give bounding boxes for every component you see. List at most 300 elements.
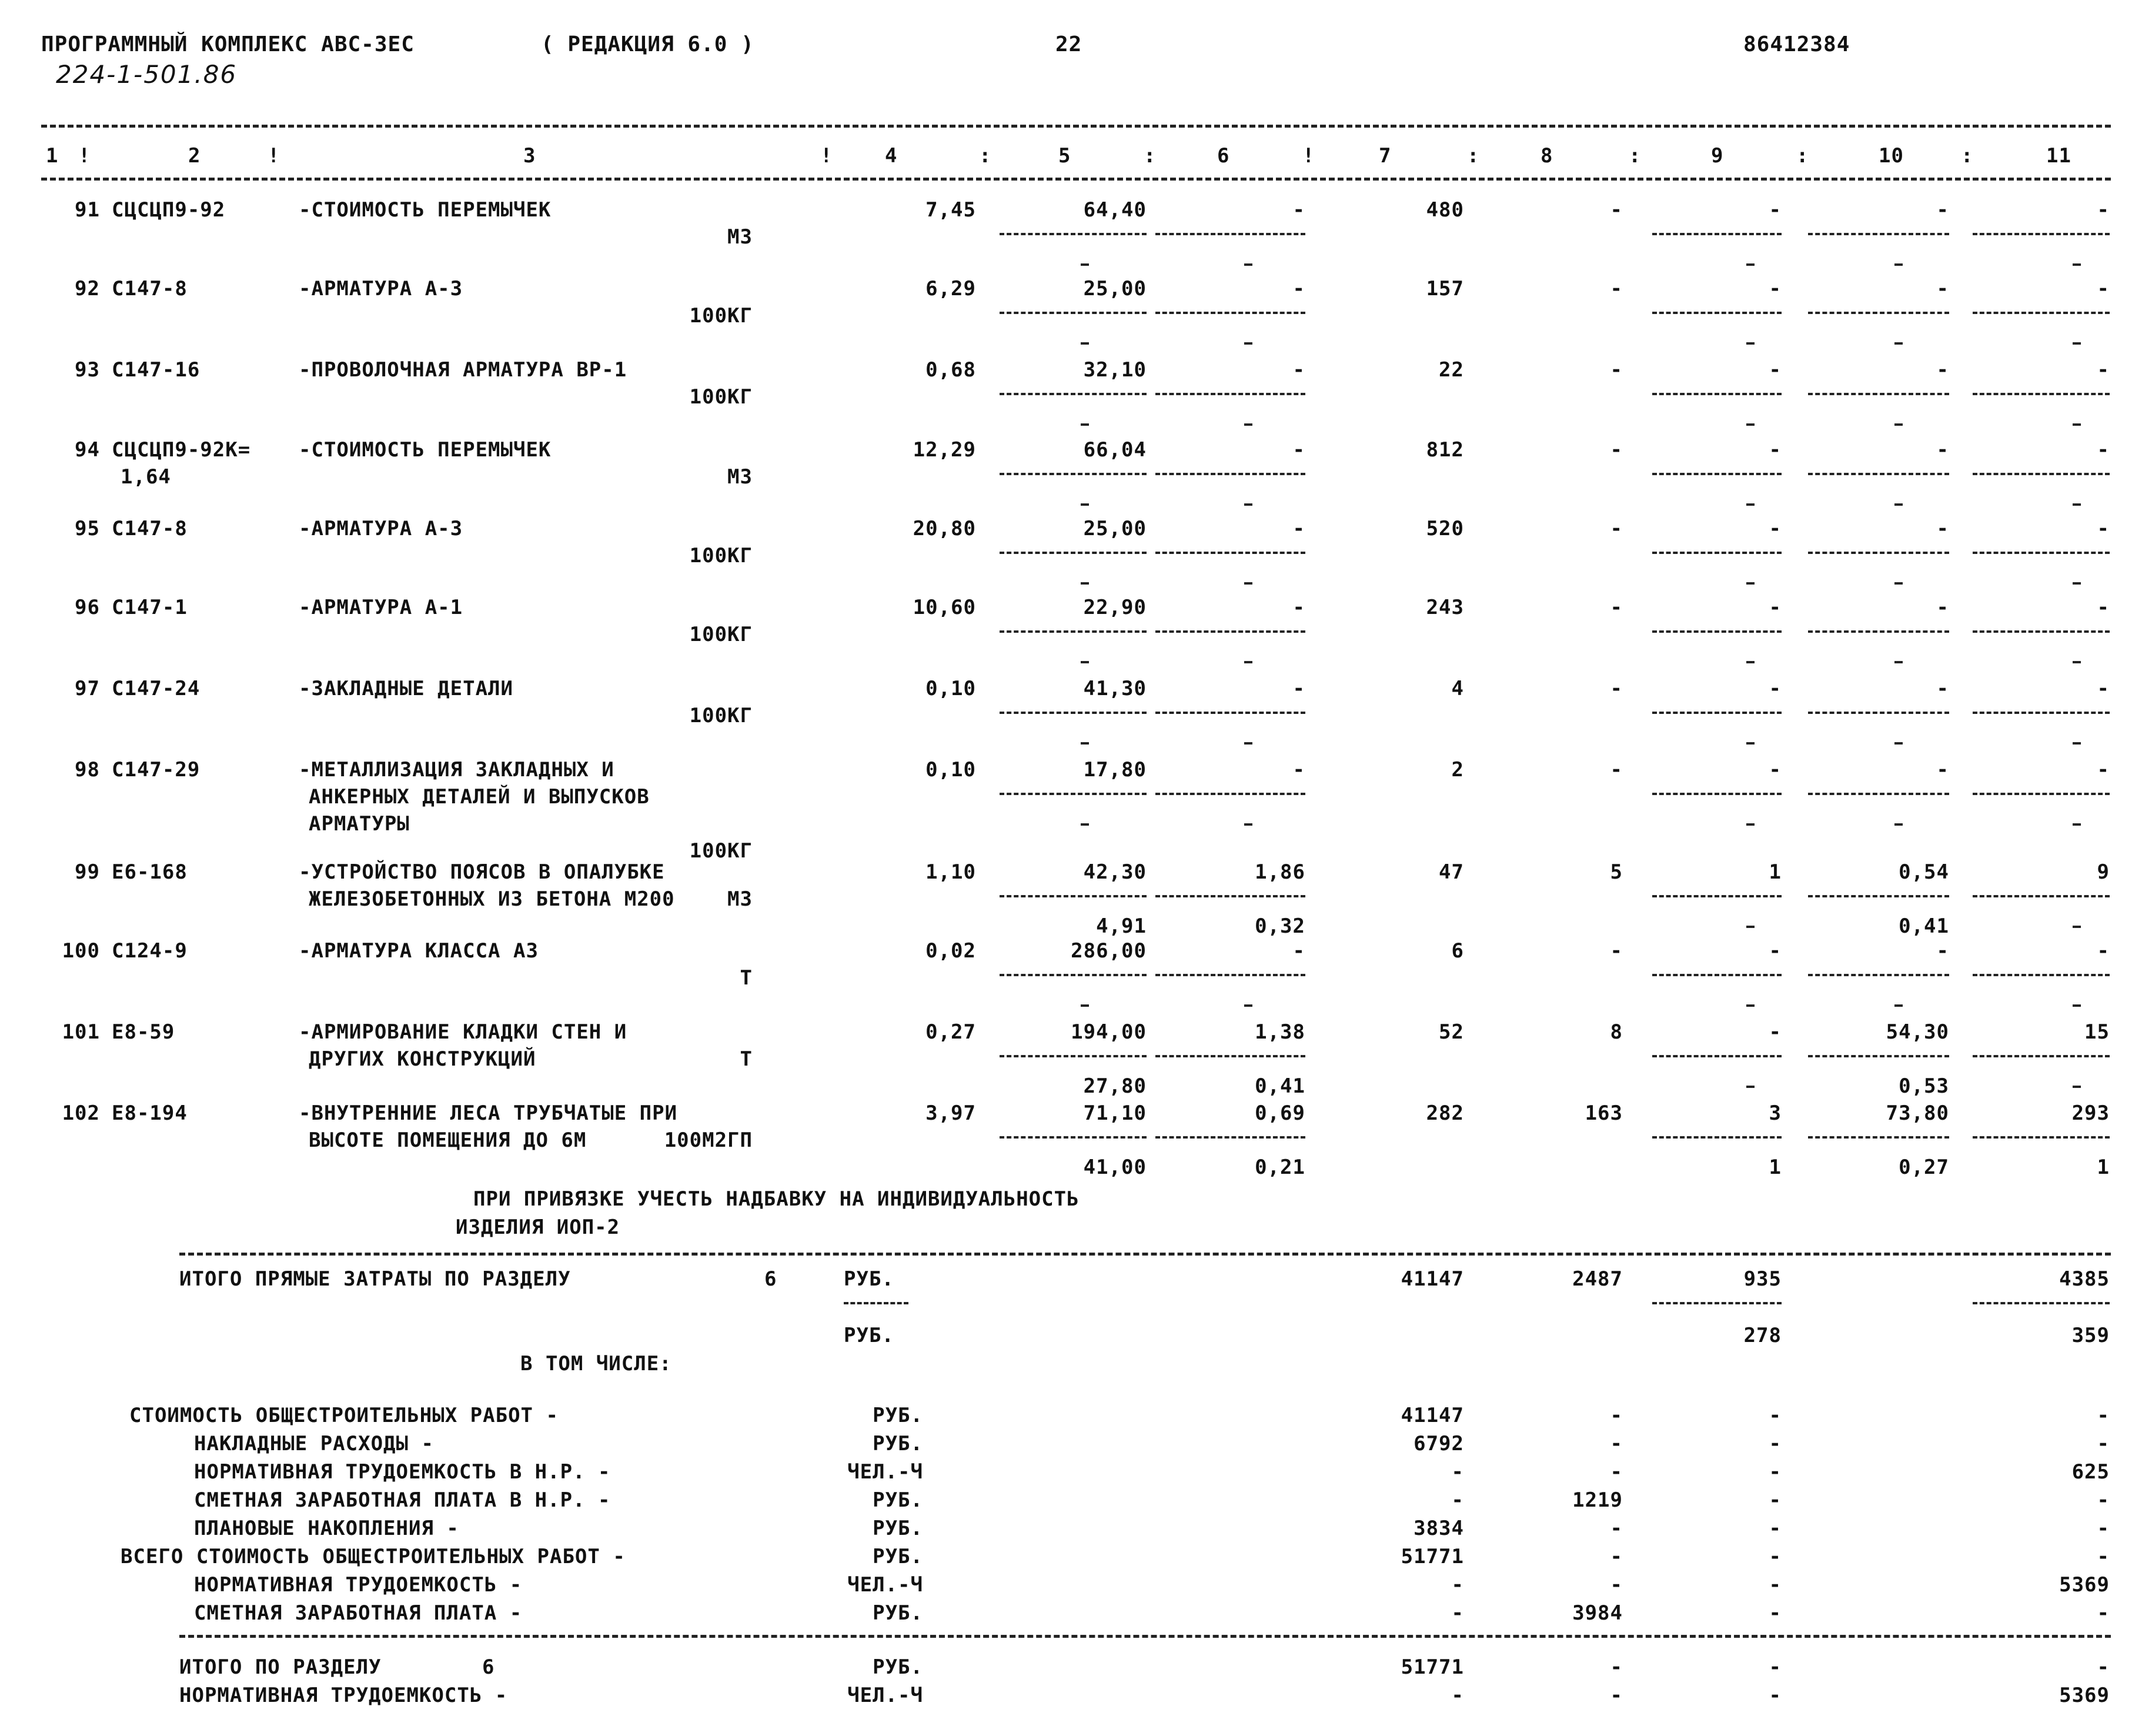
column-separator: ! (1302, 144, 1315, 168)
row-93-unit-price: 32,10 (1083, 358, 1147, 382)
row-99-quantity: 1,10 (925, 860, 976, 884)
subrule (1155, 895, 1305, 897)
dash-mark (2073, 263, 2081, 266)
row-100-unit: Т (740, 966, 753, 990)
subrule (1808, 1055, 1949, 1057)
row-101-col9: - (1769, 1020, 1782, 1044)
column-header-7: 7 (1379, 144, 1392, 168)
final-c8: - (1610, 1684, 1623, 1707)
subrule (1973, 1136, 2110, 1139)
totals-c8: 2487 (1572, 1267, 1623, 1291)
totals-c9: 935 (1743, 1267, 1782, 1291)
row-97-total-cost: 4 (1451, 677, 1464, 700)
totals-label: ИТОГО ПРЯМЫЕ ЗАТРАТЫ ПО РАЗДЕЛУ (179, 1267, 571, 1291)
totals-rule (179, 1253, 2111, 1256)
row-91-code: CЦCЦП9-92 (112, 198, 226, 222)
subrule (1000, 712, 1147, 714)
row-94-number: 94 (75, 438, 100, 462)
final-label: НОРМАТИВНАЯ ТРУДОЕМКОСТЬ - (179, 1684, 508, 1707)
subrule (1155, 974, 1305, 976)
totals-section: 6 (764, 1267, 777, 1291)
row-92-col9: - (1769, 277, 1782, 301)
dash-mark (1894, 823, 1903, 826)
totals-c7: 41147 (1401, 1267, 1464, 1291)
header-rule-bottom (41, 178, 2111, 181)
column-separator: : (1467, 144, 1480, 168)
row-91-number: 91 (75, 198, 100, 222)
summary-unit: РУБ. (873, 1545, 923, 1568)
final-label: ИТОГО ПО РАЗДЕЛУ (179, 1655, 382, 1679)
summary-unit: РУБ. (873, 1404, 923, 1427)
row-95-col11: - (2097, 517, 2110, 540)
row-91-col10: - (1936, 198, 1949, 222)
dash-mark (1244, 823, 1252, 826)
row-101-number: 101 (62, 1020, 100, 1044)
row-102-description-line2: ВЫСОТЕ ПОМЕЩЕНИЯ ДО 6М (309, 1129, 587, 1152)
subrule (1652, 793, 1782, 795)
row-98-unit-price: 17,80 (1083, 758, 1147, 782)
dash-mark (1081, 742, 1089, 745)
summary-unit: РУБ. (873, 1488, 923, 1512)
row-101-description: -АРМИРОВАНИЕ КЛАДКИ СТЕН И (299, 1020, 627, 1044)
row-99-unit-price-labor: 4,91 (1096, 914, 1147, 938)
final-unit: ЧЕЛ.-Ч (847, 1684, 923, 1707)
totals-c11: 4385 (2059, 1267, 2110, 1291)
subrule (1000, 393, 1147, 395)
summary-c8: - (1610, 1460, 1623, 1484)
row-101-unit: Т (740, 1047, 753, 1071)
subrule (1155, 393, 1305, 395)
summary-unit: ЧЕЛ.-Ч (847, 1460, 923, 1484)
row-91-quantity: 7,45 (925, 198, 976, 222)
row-102-col11-labor: 1 (2097, 1156, 2110, 1179)
row-95-code: C147-8 (112, 517, 188, 540)
column-separator: : (1629, 144, 1642, 168)
row-95-col10: - (1936, 517, 1949, 540)
row-96-unit: 100КГ (689, 623, 753, 646)
dash-mark (1244, 263, 1252, 266)
column-header-3: 3 (523, 144, 536, 168)
column-header-1: 1 (46, 144, 59, 168)
row-96-col10: - (1936, 596, 1949, 619)
summary-c11: - (2097, 1488, 2110, 1512)
summary-label: ПЛАНОВЫЕ НАКОПЛЕНИЯ - (194, 1517, 459, 1540)
subrule (1808, 473, 1949, 475)
summary-c8: - (1610, 1432, 1623, 1455)
row-100-col6: - (1292, 939, 1305, 963)
row-92-quantity: 6,29 (925, 277, 976, 301)
subrule (1973, 552, 2110, 554)
row-102-total-cost: 282 (1426, 1101, 1464, 1125)
column-header-10: 10 (1879, 144, 1904, 168)
column-header-9: 9 (1711, 144, 1724, 168)
summary-unit: РУБ. (873, 1432, 923, 1455)
row-99-col6-labor: 0,32 (1255, 914, 1305, 938)
subrule (1652, 1055, 1782, 1057)
row-95-quantity: 20,80 (913, 517, 976, 540)
final-c8: - (1610, 1655, 1623, 1679)
dash-mark (1244, 1004, 1252, 1007)
dash-mark (1894, 661, 1903, 663)
summary-c11: - (2097, 1545, 2110, 1568)
row-95-col8: - (1610, 517, 1623, 540)
row-102-col10-labor: 0,27 (1899, 1156, 1949, 1179)
summary-unit: ЧЕЛ.-Ч (847, 1573, 923, 1597)
row-97-number: 97 (75, 677, 100, 700)
summary-c11: - (2097, 1601, 2110, 1625)
subrule (1000, 974, 1147, 976)
subrule (1808, 312, 1949, 314)
summary-c7: - (1451, 1460, 1464, 1484)
dash-mark (1746, 1086, 1755, 1088)
row-93-total-cost: 22 (1439, 358, 1464, 382)
dash-mark (1081, 823, 1089, 826)
subrule (1155, 793, 1305, 795)
summary-c9: - (1769, 1432, 1782, 1455)
column-header-2: 2 (188, 144, 201, 168)
summary-c9: - (1769, 1488, 1782, 1512)
row-102-unit: 100М2ГП (664, 1129, 753, 1152)
subrule (1973, 712, 2110, 714)
row-99-number: 99 (75, 860, 100, 884)
subrule (1155, 630, 1305, 633)
row-100-number: 100 (62, 939, 100, 963)
row-98-col6: - (1292, 758, 1305, 782)
row-94-col10: - (1936, 438, 1949, 462)
subrule (1808, 895, 1949, 897)
row-97-col6: - (1292, 677, 1305, 700)
summary-c8: - (1610, 1517, 1623, 1540)
row-102-col9: 3 (1769, 1101, 1782, 1125)
subrule (1000, 1136, 1147, 1139)
subrule (1652, 712, 1782, 714)
row-101-col6: 1,38 (1255, 1020, 1305, 1044)
subrule (1652, 393, 1782, 395)
final-unit: РУБ. (873, 1655, 923, 1679)
dash-mark (1746, 823, 1755, 826)
dash-mark (2073, 661, 2081, 663)
summary-c7: - (1451, 1573, 1464, 1597)
row-98-quantity: 0,10 (925, 758, 976, 782)
row-98-col9: - (1769, 758, 1782, 782)
row-102-unit-price-labor: 41,00 (1083, 1156, 1147, 1179)
summary-label: НОРМАТИВНАЯ ТРУДОЕМКОСТЬ - (194, 1573, 523, 1597)
row-101-unit-price: 194,00 (1071, 1020, 1147, 1044)
dash-mark (2073, 342, 2081, 345)
summary-c7: - (1451, 1601, 1464, 1625)
subrule (1652, 552, 1782, 554)
row-92-col10: - (1936, 277, 1949, 301)
column-separator: ! (268, 144, 280, 168)
summary-c11: - (2097, 1404, 2110, 1427)
row-101-col6-labor: 0,41 (1255, 1074, 1305, 1098)
dash-mark (1081, 503, 1089, 506)
subrule (1000, 793, 1147, 795)
summary-c11: - (2097, 1517, 2110, 1540)
row-95-number: 95 (75, 517, 100, 540)
row-93-code: C147-16 (112, 358, 201, 382)
row-97-quantity: 0,10 (925, 677, 976, 700)
row-94-quantity: 12,29 (913, 438, 976, 462)
subrule (1808, 974, 1949, 976)
totals-c11-b: 359 (2071, 1324, 2110, 1347)
summary-label: СМЕТНАЯ ЗАРАБОТНАЯ ПЛАТА - (194, 1601, 523, 1625)
subrule (1973, 974, 2110, 976)
row-99-code: E6-168 (112, 860, 188, 884)
subrule (1155, 712, 1305, 714)
subrule (1973, 630, 2110, 633)
subrule (1973, 793, 2110, 795)
row-102-col8: 163 (1585, 1101, 1623, 1125)
row-101-col10: 54,30 (1886, 1020, 1949, 1044)
row-100-total-cost: 6 (1451, 939, 1464, 963)
summary-c9: - (1769, 1404, 1782, 1427)
column-separator: ! (820, 144, 833, 168)
summary-c8: - (1610, 1404, 1623, 1427)
row-98-description-line3: АРМАТУРЫ (309, 812, 410, 836)
row-96-col8: - (1610, 596, 1623, 619)
row-101-unit-price-labor: 27,80 (1083, 1074, 1147, 1098)
subrule (1155, 1055, 1305, 1057)
row-95-unit: 100КГ (689, 544, 753, 567)
subrule (1155, 473, 1305, 475)
row-102-unit-price: 71,10 (1083, 1101, 1147, 1125)
subrule (1155, 312, 1305, 314)
row-92-description: -АРМАТУРА А-3 (299, 277, 463, 301)
header-rule-top (41, 125, 2111, 128)
row-98-col11: - (2097, 758, 2110, 782)
dash-mark (1894, 503, 1903, 506)
row-93-col8: - (1610, 358, 1623, 382)
subrule (1808, 552, 1949, 554)
row-94-col9: - (1769, 438, 1782, 462)
row-102-col9-labor: 1 (1769, 1156, 1782, 1179)
subrule (1652, 312, 1782, 314)
column-header-4: 4 (885, 144, 898, 168)
row-101-description-line2: ДРУГИХ КОНСТРУКЦИЙ (309, 1047, 536, 1071)
subrule (1808, 793, 1949, 795)
summary-c8: 3984 (1572, 1601, 1623, 1625)
row-96-description: -АРМАТУРА А-1 (299, 596, 463, 619)
summary-label: СМЕТНАЯ ЗАРАБОТНАЯ ПЛАТА В Н.Р. - (194, 1488, 611, 1512)
dash-mark (1894, 1004, 1903, 1007)
dash-mark (1746, 926, 1755, 928)
row-96-total-cost: 243 (1426, 596, 1464, 619)
row-95-description: -АРМАТУРА А-3 (299, 517, 463, 540)
row-93-col9: - (1769, 358, 1782, 382)
row-101-col10-labor: 0,53 (1899, 1074, 1949, 1098)
column-separator: : (1144, 144, 1157, 168)
totals-unit-rule (844, 1302, 908, 1304)
totals-c9-rule (1652, 1302, 1782, 1304)
summary-c11: 5369 (2059, 1573, 2110, 1597)
row-99-col10-labor: 0,41 (1899, 914, 1949, 938)
column-header-11: 11 (2046, 144, 2071, 168)
row-94-col6: - (1292, 438, 1305, 462)
row-96-col9: - (1769, 596, 1782, 619)
subrule (1808, 1136, 1949, 1139)
dash-mark (2073, 1086, 2081, 1088)
summary-label: ВСЕГО СТОИМОСТЬ ОБЩЕСТРОИТЕЛЬНЫХ РАБОТ - (121, 1545, 626, 1568)
dash-mark (2073, 1004, 2081, 1007)
note-line-2: ИЗДЕЛИЯ ИОП-2 (456, 1216, 620, 1239)
row-100-quantity: 0,02 (925, 939, 976, 963)
row-98-code: C147-29 (112, 758, 201, 782)
row-99-total-cost: 47 (1439, 860, 1464, 884)
row-96-quantity: 10,60 (913, 596, 976, 619)
handwritten-doc-number: 224-1-501.86 (56, 60, 238, 89)
subrule (1652, 630, 1782, 633)
summary-unit: РУБ. (873, 1601, 923, 1625)
dash-mark (2073, 503, 2081, 506)
summary-c8: 1219 (1572, 1488, 1623, 1512)
subrule (1000, 312, 1147, 314)
subrule (1973, 393, 2110, 395)
row-92-col8: - (1610, 277, 1623, 301)
column-header-6: 6 (1217, 144, 1230, 168)
summary-c8: - (1610, 1545, 1623, 1568)
row-98-col8: - (1610, 758, 1623, 782)
dash-mark (1244, 342, 1252, 345)
row-101-code: E8-59 (112, 1020, 175, 1044)
dash-mark (1244, 742, 1252, 745)
including-label: В ТОМ ЧИСЛЕ: (520, 1352, 672, 1376)
note-line-1: ПРИ ПРИВЯЗКЕ УЧЕСТЬ НАДБАВКУ НА ИНДИВИДУАЛЬНОСТЬ (473, 1187, 1080, 1211)
dash-mark (1244, 423, 1252, 426)
row-99-description-line2: ЖЕЛЕЗОБЕТОННЫХ ИЗ БЕТОНА М200 (309, 887, 675, 911)
row-94-total-cost: 812 (1426, 438, 1464, 462)
totals-unit-2: РУБ. (844, 1324, 894, 1347)
dash-mark (1746, 423, 1755, 426)
dash-mark (1244, 503, 1252, 506)
summary-c11: - (2097, 1432, 2110, 1455)
row-93-col6: - (1292, 358, 1305, 382)
row-93-quantity: 0,68 (925, 358, 976, 382)
summary-c9: - (1769, 1601, 1782, 1625)
summary-c7: 3834 (1413, 1517, 1464, 1540)
row-99-description: -УСТРОЙСТВО ПОЯСОВ В ОПАЛУБКЕ (299, 860, 665, 884)
row-101-col8: 8 (1610, 1020, 1623, 1044)
row-100-description: -АРМАТУРА КЛАССА А3 (299, 939, 539, 963)
dash-mark (2073, 742, 2081, 745)
row-99-col9: 1 (1769, 860, 1782, 884)
row-92-col6: - (1292, 277, 1305, 301)
final-c11: 5369 (2059, 1684, 2110, 1707)
dash-mark (1894, 742, 1903, 745)
summary-c9: - (1769, 1573, 1782, 1597)
column-header-5: 5 (1058, 144, 1071, 168)
subrule (1973, 895, 2110, 897)
subrule (1155, 1136, 1305, 1139)
row-95-col9: - (1769, 517, 1782, 540)
row-100-code: C124-9 (112, 939, 188, 963)
subrule (1973, 312, 2110, 314)
subrule (1808, 233, 1949, 235)
row-96-col11: - (2097, 596, 2110, 619)
row-98-unit: 100КГ (689, 839, 753, 863)
subrule (1155, 233, 1305, 235)
row-99-col11: 9 (2097, 860, 2110, 884)
totals-unit: РУБ. (844, 1267, 894, 1291)
row-102-code: E8-194 (112, 1101, 188, 1125)
program-title: ПРОГРАММНЫЙ КОМПЛЕКС АВС-ЗЕС (41, 32, 415, 56)
row-97-description: -ЗАКЛАДНЫЕ ДЕТАЛИ (299, 677, 513, 700)
subrule (1808, 630, 1949, 633)
row-94-col11: - (2097, 438, 2110, 462)
dash-mark (2073, 423, 2081, 426)
dash-mark (2073, 823, 2081, 826)
final-section: 6 (482, 1655, 495, 1679)
subrule (1973, 233, 2110, 235)
row-92-unit-price: 25,00 (1083, 277, 1147, 301)
subrule (1808, 393, 1949, 395)
dash-mark (1746, 742, 1755, 745)
row-102-col11: 293 (2071, 1101, 2110, 1125)
dash-mark (1081, 661, 1089, 663)
subrule (1155, 552, 1305, 554)
row-98-col10: - (1936, 758, 1949, 782)
column-header-8: 8 (1541, 144, 1553, 168)
row-94-unit-price: 66,04 (1083, 438, 1147, 462)
dash-mark (1081, 582, 1089, 585)
row-92-total-cost: 157 (1426, 277, 1464, 301)
subrule (1000, 1055, 1147, 1057)
row-91-unit-price: 64,40 (1083, 198, 1147, 222)
summary-label: НОРМАТИВНАЯ ТРУДОЕМКОСТЬ В Н.Р. - (194, 1460, 611, 1484)
row-98-description-line2: АНКЕРНЫХ ДЕТАЛЕЙ И ВЫПУСКОВ (309, 785, 650, 809)
row-99-col8: 5 (1610, 860, 1623, 884)
dash-mark (1746, 263, 1755, 266)
dash-mark (1081, 423, 1089, 426)
summary-c7: - (1451, 1488, 1464, 1512)
row-92-col11: - (2097, 277, 2110, 301)
row-96-number: 96 (75, 596, 100, 619)
dash-mark (1244, 661, 1252, 663)
row-102-col6: 0,69 (1255, 1101, 1305, 1125)
summary-c9: - (1769, 1517, 1782, 1540)
row-101-total-cost: 52 (1439, 1020, 1464, 1044)
row-95-col6: - (1292, 517, 1305, 540)
page-number: 22 (1055, 32, 1082, 56)
summary-label: НАКЛАДНЫЕ РАСХОДЫ - (194, 1432, 434, 1455)
subrule (1652, 1136, 1782, 1139)
summary-c8: - (1610, 1573, 1623, 1597)
row-93-unit: 100КГ (689, 385, 753, 409)
row-91-description: -СТОИМОСТЬ ПЕРЕМЫЧЕК (299, 198, 552, 222)
dash-mark (1894, 263, 1903, 266)
row-92-unit: 100КГ (689, 304, 753, 328)
dash-mark (1081, 342, 1089, 345)
row-98-description: -МЕТАЛЛИЗАЦИЯ ЗАКЛАДНЫХ И (299, 758, 614, 782)
dash-mark (1894, 423, 1903, 426)
row-93-col11: - (2097, 358, 2110, 382)
row-102-col6-labor: 0,21 (1255, 1156, 1305, 1179)
row-91-col11: - (2097, 198, 2110, 222)
final-c11: - (2097, 1655, 2110, 1679)
row-96-unit-price: 22,90 (1083, 596, 1147, 619)
row-94-description: -СТОИМОСТЬ ПЕРЕМЫЧЕК (299, 438, 552, 462)
row-98-total-cost: 2 (1451, 758, 1464, 782)
column-separator: : (1796, 144, 1809, 168)
row-95-total-cost: 520 (1426, 517, 1464, 540)
dash-mark (1244, 582, 1252, 585)
row-102-number: 102 (62, 1101, 100, 1125)
document-code: 86412384 (1743, 32, 1850, 56)
row-97-code: C147-24 (112, 677, 201, 700)
row-91-unit: М3 (727, 225, 753, 249)
dash-mark (1894, 582, 1903, 585)
row-93-col10: - (1936, 358, 1949, 382)
